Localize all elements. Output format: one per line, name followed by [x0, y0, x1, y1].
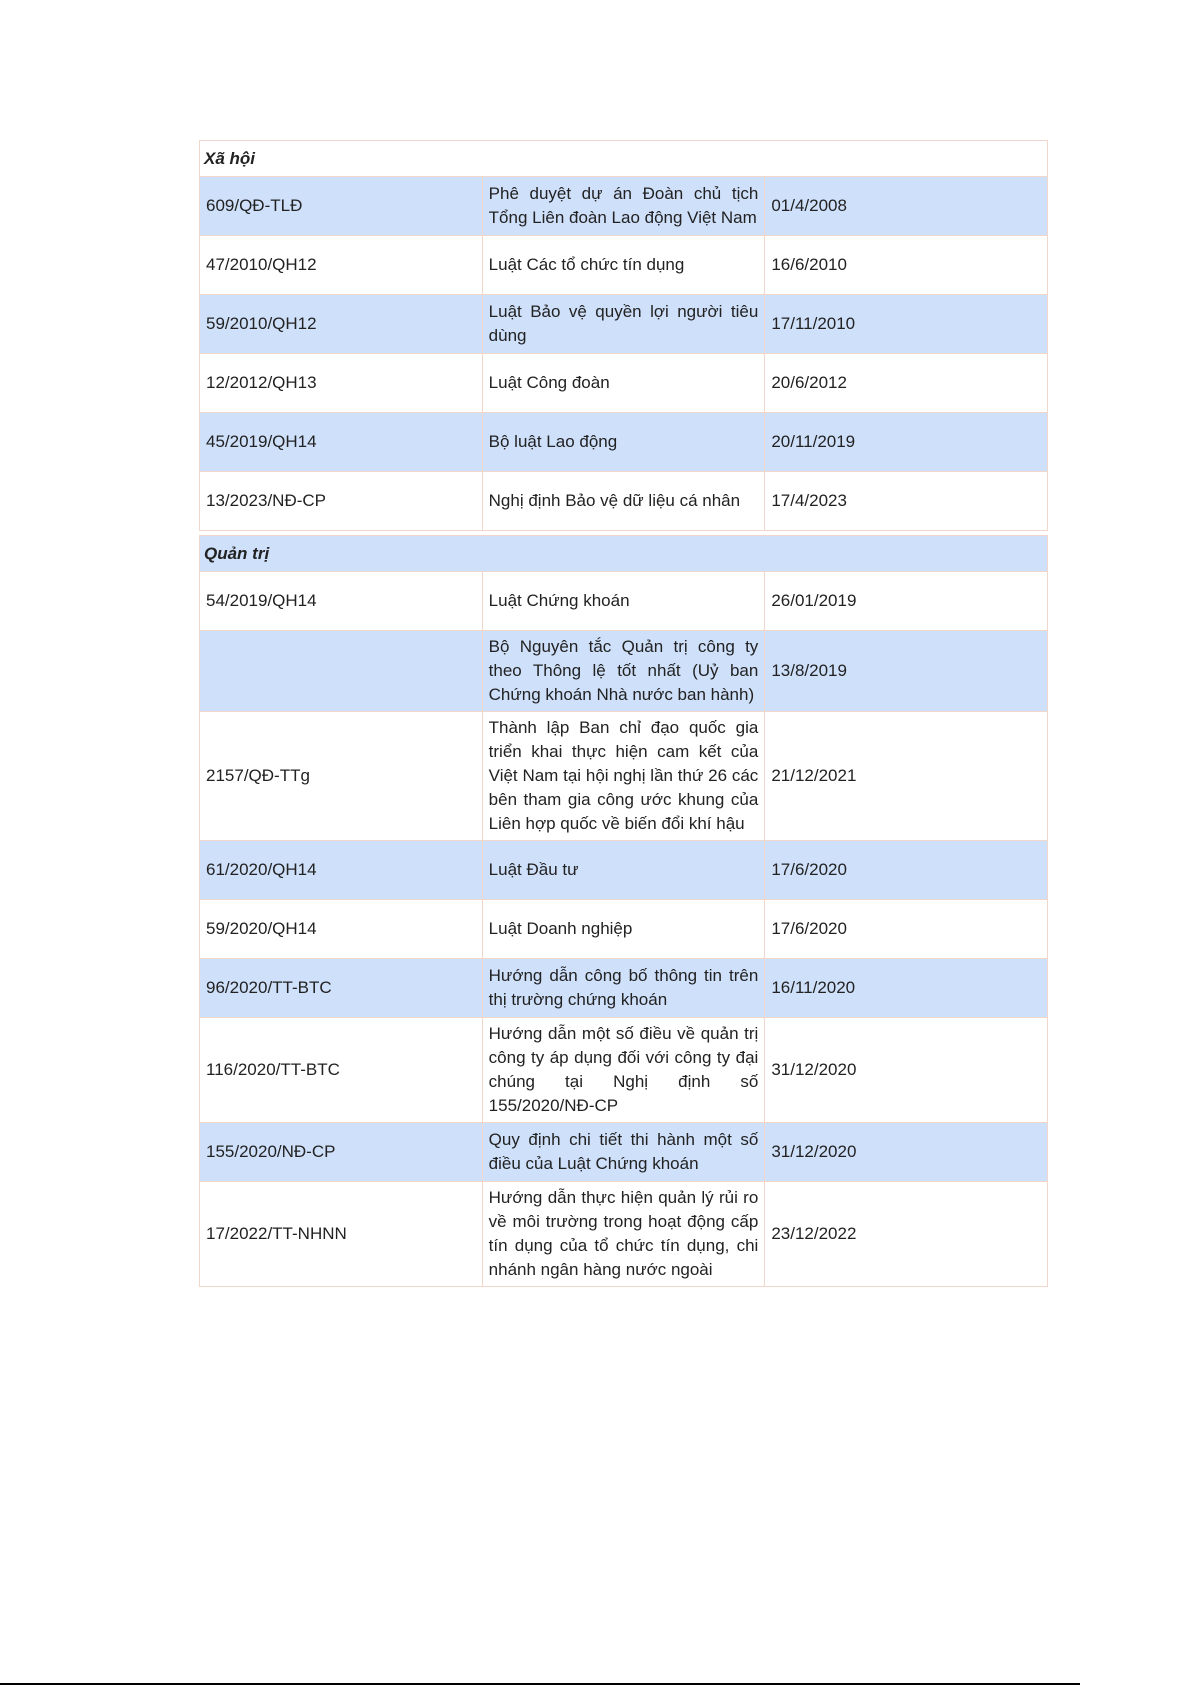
document-number: 54/2019/QH14: [200, 572, 483, 631]
document-date: 17/6/2020: [765, 900, 1048, 959]
document-title: Luật Đầu tư: [482, 841, 765, 900]
document-number: 59/2010/QH12: [200, 295, 483, 354]
document-number: 59/2020/QH14: [200, 900, 483, 959]
document-number: [200, 631, 483, 712]
document-number: 609/QĐ-TLĐ: [200, 177, 483, 236]
table-row: [200, 1182, 1048, 1287]
table-row: [200, 177, 1048, 236]
document-title: Bộ Nguyên tắc Quản trị công ty theo Thông lệ tốt nhất (Uỷ ban Chứng khoán Nhà nước ban hành): [482, 631, 765, 712]
document-title: Bộ luật Lao động: [482, 413, 765, 472]
document-number: 47/2010/QH12: [200, 236, 483, 295]
table-row: [200, 712, 1048, 841]
table-row: [200, 472, 1048, 531]
table-row: [200, 413, 1048, 472]
document-date: 23/12/2022: [765, 1182, 1048, 1287]
document-number: 2157/QĐ-TTg: [200, 712, 483, 841]
table-row: [200, 959, 1048, 1018]
document-date: 26/01/2019: [765, 572, 1048, 631]
document-title: Luật Bảo vệ quyền lợi người tiêu dùng: [482, 295, 765, 354]
table-row: [200, 1018, 1048, 1123]
table-row: [200, 841, 1048, 900]
table-row: [200, 900, 1048, 959]
document-title: Luật Các tổ chức tín dụng: [482, 236, 765, 295]
document-title: Quy định chi tiết thi hành một số điều của Luật Chứng khoán: [482, 1123, 765, 1182]
table-row: [200, 631, 1048, 712]
document-date: 17/11/2010: [765, 295, 1048, 354]
document-title: Luật Doanh nghiệp: [482, 900, 765, 959]
document-date: 21/12/2021: [765, 712, 1048, 841]
document-date: 13/8/2019: [765, 631, 1048, 712]
document-title: Nghị định Bảo vệ dữ liệu cá nhân: [482, 472, 765, 531]
document-number: 45/2019/QH14: [200, 413, 483, 472]
document-title: Luật Chứng khoán: [482, 572, 765, 631]
document-date: 31/12/2020: [765, 1018, 1048, 1123]
document-number: 96/2020/TT-BTC: [200, 959, 483, 1018]
document-date: 20/11/2019: [765, 413, 1048, 472]
document-number: 17/2022/TT-NHNN: [200, 1182, 483, 1287]
document-title: Thành lập Ban chỉ đạo quốc gia triển khai thực hiện cam kết của Việt Nam tại hội nghị lần thứ 26 các bên tham gia công ước khung của Liên hợp quốc về biến đổi khí hậu: [482, 712, 765, 841]
document-title: Phê duyệt dự án Đoàn chủ tịch Tổng Liên đoàn Lao động Việt Nam: [482, 177, 765, 236]
document-date: 17/6/2020: [765, 841, 1048, 900]
section-title: Xã hội: [200, 141, 1048, 177]
section-header-xa-hoi: [200, 141, 1048, 177]
document-table-wrapper: [199, 140, 1048, 1287]
table-row: [200, 236, 1048, 295]
document-number: 13/2023/NĐ-CP: [200, 472, 483, 531]
document-date: 20/6/2012: [765, 354, 1048, 413]
document-title: Hướng dẫn công bố thông tin trên thị trường chứng khoán: [482, 959, 765, 1018]
document-title: Luật Công đoàn: [482, 354, 765, 413]
document-date: 17/4/2023: [765, 472, 1048, 531]
section-header-quan-tri: [200, 536, 1048, 572]
document-title: Hướng dẫn một số điều về quản trị công ty áp dụng đối với công ty đại chúng tại Nghị định số 155/2020/NĐ-CP: [482, 1018, 765, 1123]
document-number: 155/2020/NĐ-CP: [200, 1123, 483, 1182]
section-title: Quản trị: [200, 536, 1048, 572]
table-row: [200, 354, 1048, 413]
document-date: 01/4/2008: [765, 177, 1048, 236]
table-row: [200, 1123, 1048, 1182]
document-number: 116/2020/TT-BTC: [200, 1018, 483, 1123]
document-number: 12/2012/QH13: [200, 354, 483, 413]
table-row: [200, 572, 1048, 631]
document-date: 31/12/2020: [765, 1123, 1048, 1182]
document-date: 16/6/2010: [765, 236, 1048, 295]
regulations-table: [199, 140, 1048, 1287]
document-number: 61/2020/QH14: [200, 841, 483, 900]
table-row: [200, 295, 1048, 354]
document-date: 16/11/2020: [765, 959, 1048, 1018]
document-title: Hướng dẫn thực hiện quản lý rủi ro về môi trường trong hoạt động cấp tín dụng của tổ chức tín dụng, chi nhánh ngân hàng nước ngoài: [482, 1182, 765, 1287]
